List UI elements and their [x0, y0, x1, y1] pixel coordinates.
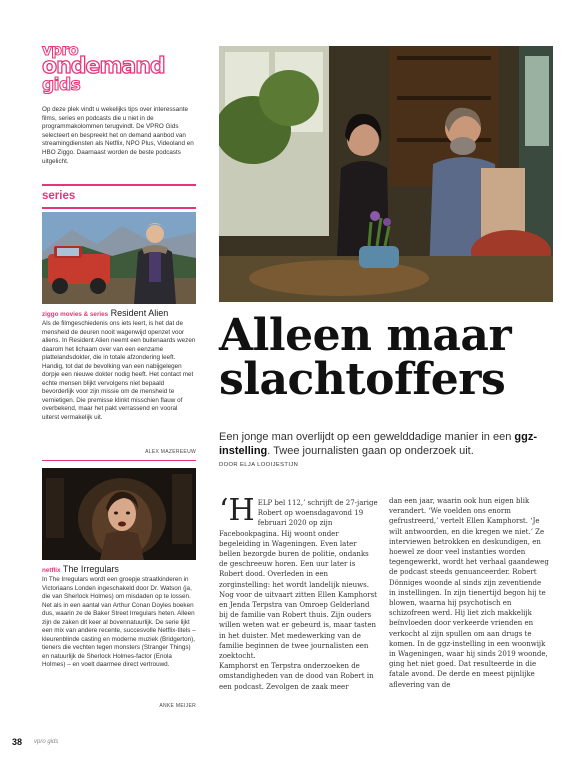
item-network: netflix [42, 567, 61, 574]
item-body: In The Irregulars wordt een groepje straatkinderen in Victoriaans Londen ingeschakeld door Dr. Watson (ja, die van Sherlock Holmes) om misdaden op te lossen. Net als in een aantal van Arthur Conan Doyles boeken dus, waarin ze de Baker Street Irregulars heten. Alleen zijn de zaken dit keer al bovennatuurlijk. De serie lijkt een mix van andere recente, succesvolle Netflix-titels – kleurenblinde casting en moderne muziek (Bridgerton), tieners die vechten tegen monsters (Stranger Things) en natuurlijk de Sherlock Holmes-factor (Enola Holmes) – en voelt daarmee direct vertrouwd. [42, 576, 196, 668]
section-divider-lower [42, 207, 196, 209]
item-divider [42, 460, 196, 461]
article-title-line-1: Alleen maar [219, 310, 512, 361]
intro-text: Op deze plek vindt u wekelijks tips over interessante films, series en podcasts die u niet in de programmakolommen terugvindt. De VPRO Gids selecteert en bespreekt het on demand aanbod van streamingdiensten als Netflix, NPO Plus, Videoland en HBO Ziggo. Daarnaast worden de beste podcasts uitgelicht. [42, 106, 194, 165]
section-heading: series [42, 190, 76, 202]
article-dropcap: ‘H [219, 493, 255, 528]
logo-line-1: vpro [42, 41, 79, 59]
resident-alien-photo [42, 212, 196, 304]
logo-line-2: ondemand [42, 54, 165, 79]
page-number: 38 [12, 737, 23, 747]
article-title [219, 310, 559, 405]
item-credit: ALEX MAZEREEUW [145, 449, 196, 455]
lead-bold: ggz-instelling [219, 431, 537, 457]
article-title-line-2: slachtoffers [219, 354, 506, 405]
item-network: ziggo movies & series [42, 311, 109, 318]
item-title: The Irregulars [62, 564, 119, 574]
logo-line-3: gids [42, 75, 81, 95]
footer-brand: vpro gids [34, 739, 59, 745]
item-title: Resident Alien [110, 308, 169, 318]
article-photo [219, 46, 553, 302]
lead-text-1: Een jonge man overlijdt op een gewelddadige manier in een [219, 431, 515, 443]
article-column-1 [219, 493, 379, 692]
item-the-irregulars [42, 564, 196, 670]
vpro-ondemand-logo [42, 41, 165, 95]
article-column-2: dan een jaar, waarin ook hun eigen blik verandert. ‘We voelden ons enorm gefrustreerd,’ vertelt Ellen Kamphorst. ‘Je wilt antwoorden, en die kregen we niet.’ Ze interviewen betrokken en deskundigen, en hoewel ze door veel instanties worden tegengewerkt, wordt het verhaal gaandeweg de podcast steeds genuanceerder. Robert Dönniges woonde al sinds zijn zeventiende in instellingen. In zijn tienertijd begon hij te blowen, waarna hij psychotisch en schizofreen werd. Hij liet zich makkelijk beïnvloeden door verkeerde vrienden en verkocht al zijn spullen om aan drugs te komen. In de ggz-instelling in een woonwijk in Wageningen, waar hij sinds 2019 woonde, ging het niet goed. Dat resulteerde in die fatale avond. De derde en meest pijnlijke aflevering van de [389, 497, 549, 689]
item-resident-alien [42, 308, 196, 422]
section-divider [42, 184, 196, 186]
item-credit: ANKE MEIJER [159, 703, 196, 709]
the-irregulars-photo [42, 468, 196, 560]
item-body: Als de filmgeschiedenis ons iets leert, is het dat de mensheid de deuren nooit wagenwijd openzet voor aliens. In Resident Alien neemt een buitenaards wezen daarom het lichaam over van een eenzame plattelandsdokter, die in totale afzondering leeft. Handig, tot dat de bevolking van een nabijgelegen dorpje een nieuwe dokter nodig heeft. Het contact met echte mensen blijkt vervolgens niet bepaald bevorderlijk voor zijn missie om de mensheid te vernietigen. Die premisse klinkt misschien flauw of overbekend, maar het pakt verrassend en vooral uiterst vermakelijk uit. [42, 320, 196, 421]
lead-text-2: . Twee journalisten gaan op onderzoek uit. [267, 445, 474, 457]
article-paragraph-1: ELP bel 112,’ schrijft de 27-jarige Robert op woensdagavond 19 februari 2020 op zijn Facebookpagina. Hij woont onder begeleiding in Wageningen. Even later bellen bezorgde buren de politie, ondanks de geschreeuw horen. Een uur later is Robert dood. Overleden in een zorginstelling: het wordt landelijk nieuws. Nog voor de uitvaart zitten Ellen Kamphorst en Jenda Terpstra van Omroep Gelderland bij de familie van Robert thuis. Zijn ouders willen weten wat er gebeurd is, maar tasten in het duister. Met medewerking van de familie beginnen de twee journalisten een zoektocht. [219, 499, 378, 661]
article-paragraph-2: Kamphorst en Terpstra onderzoeken de omstandigheden van de dood van Robert in een podcast. Zevolgen de zaak meer [219, 662, 374, 691]
article-byline: DOOR ELJA LOOIJESTIJN [219, 462, 299, 468]
article-lead [219, 430, 555, 458]
